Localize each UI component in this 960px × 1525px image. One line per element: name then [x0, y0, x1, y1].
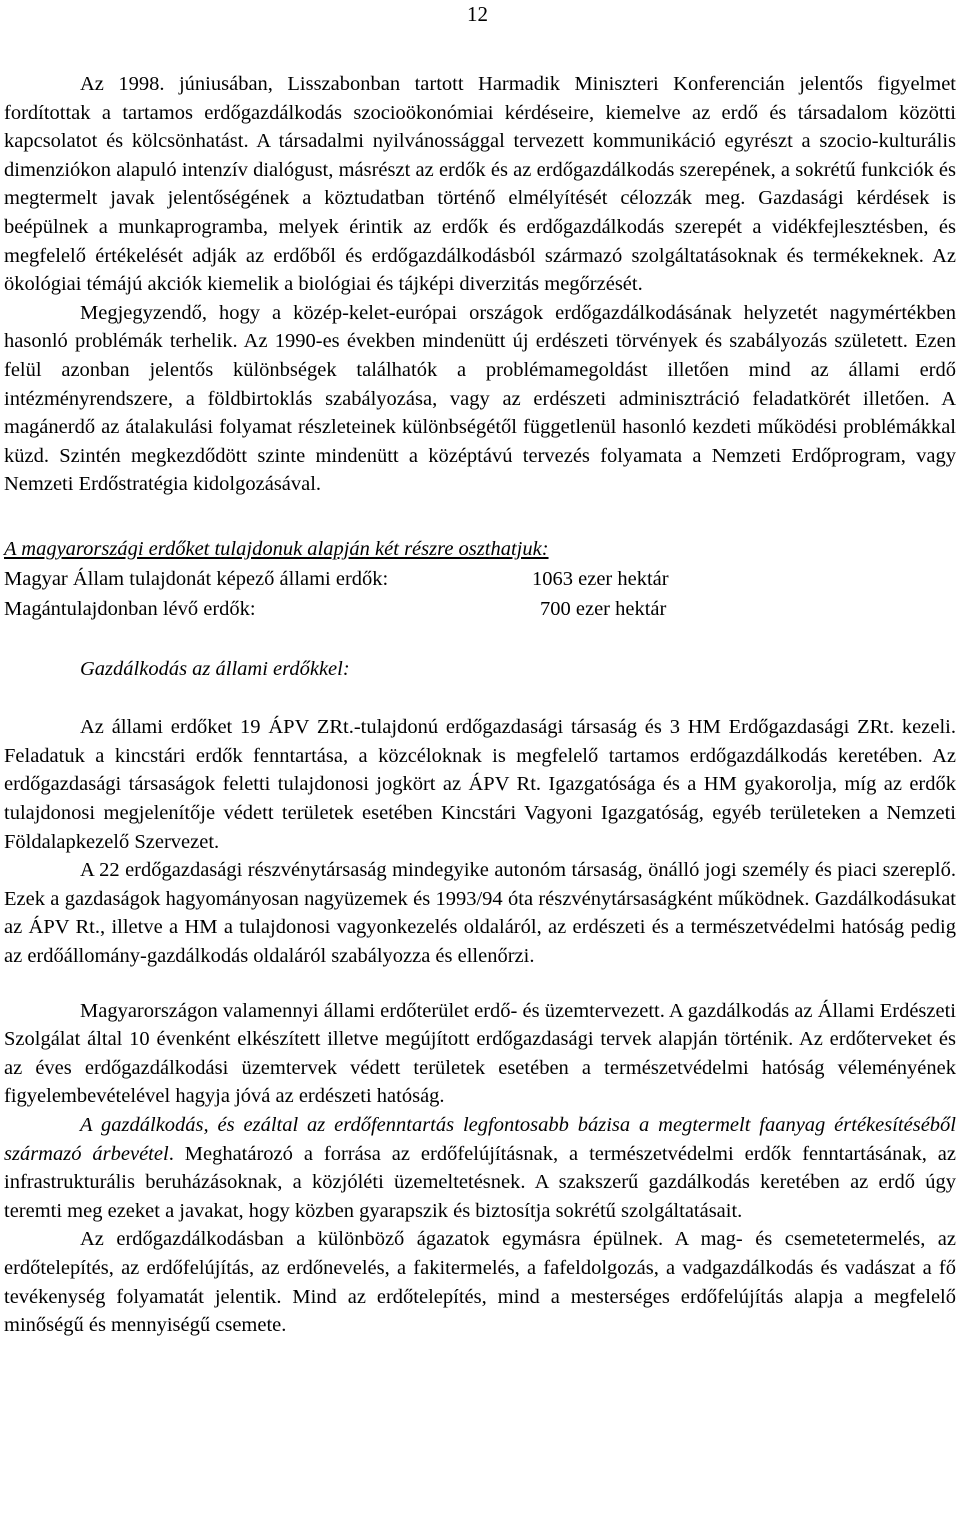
state-forest-heading: Gazdálkodás az állami erdőkkel:: [80, 657, 350, 680]
ownership-row: [4, 564, 956, 595]
paragraph-state-forest-companies: Az állami erdőket 19 ÁPV ZRt.-tulajdonú erdőgazdasági társaság és 3 HM Erdőgazdasági ZRt. kezeli. Feladatuk a kincstári erdők fenntartása, a közcéloknak is megfelelő tartamos erdőgazdálkodás keretében. Az erdőgazdasági társaságok feletti tulajdonosi jogkört az ÁPV Rt. Igazgatósága és a HM gyakorolja, míg az erdők tulajdonosi megjelenítője védett területek esetében Kincstári Vagyoni Igazgatóság, egyéb területeken a Nemzeti Földalapkezelő Szervezet.: [4, 716, 956, 853]
paragraph-timber-revenue: [4, 1111, 956, 1225]
ownership-value: 700 ezer hektár: [540, 598, 667, 621]
ownership-label: Magyar Állam tulajdonát képező állami erdők:: [4, 567, 389, 590]
ownership-label: Magántulajdonban lévő erdők:: [4, 598, 256, 621]
paragraph-lisbon-conference: Az 1998. júniusában, Lisszabonban tartott Harmadik Miniszteri Konferencián jelentős figyelmet fordítottak a tartamos erdőgazdálkodás szocioökonómiai kérdéseire, kiemelve az erdő és társadalom közötti kapcsolatot és kölcsönhatást. A társadalmi nyilvánossággal tervezett kommunikáció egyrészt a szocio-kulturális dimenziókon alapuló intenzív dialógust, másrészt az erdők és az erdőgazdálkodás szerepének, a sokrétű funkciók és megtermelt javak jelentőségének a köztudatban történő elmélyítését célozzák meg. Gazdasági kérdések is beépülnek a munkaprogramba, melyek érintik az erdők és erdőgazdálkodás szerepét a vidékfejlesztésben, és megfelelő értékelését adják az erdőből és erdőgazdálkodásból származó szolgáltatásoknak és termékeknek. Az ökológiai témájú akciók kiemelik a biológiai és tájképi diverzitás megőrzését.: [4, 73, 956, 296]
emphasis-text: A gazdálkodás, és ezáltal az erdőfenntartás legfontosabb bázisa a megtermelt faanyag értékesítéséből származó árbevétel: [4, 1114, 956, 1165]
document-body: [4, 70, 956, 1340]
ownership-value: 1063 ezer hektár: [532, 567, 669, 590]
paragraph-text: . Meghatározó a forrása az erdőfelújításnak, a természetvédelmi erdők fenntartásának, az infrastrukturális beruházásoknak, a közjóléti üzemeltetésnek. A szakszerű gazdálkodás keretében az erdő úgy teremti meg ezeket a javakat, hogy közben gyarapszik és biztosítja sokrétű szolgáltatásait.: [4, 1142, 957, 1222]
paragraph-22-companies: A 22 erdőgazdasági részvénytársaság mindegyike autonóm társaság, önálló jogi személy és piaci szereplő. Ezek a gazdaságok hagyományosan nagyüzemek és 1993/94 óta részvénytársaságként működnek. Gazdálkodásukat az ÁPV Rt., illetve a HM a tulajdonosi vagyonkezelés oldaláról, az erdészeti és a természetvédelmi hatóság pedig az erdőállomány-gazdálkodás oldaláról szabályozza és ellenőrzi.: [4, 859, 956, 968]
ownership-heading: A magyarországi erdőket tulajdonuk alapján két részre oszthatjuk:: [4, 537, 549, 560]
paragraph-forestry-sectors: Az erdőgazdálkodásban a különböző ágazatok egymásra épülnek. A mag- és csemetetermelés, az erdőtelepítés, az erdőfelújítás, az erdőnevelés, a fakitermelés, a fafeldolgozás, a vadgazdálkodás és vadászat a fő tevékenység folyamatát jelentik. Mind az erdőtelepítés, mind a mesterséges erdőfelújítás alapja a megfelelő minőségű és mennyiségű csemete.: [4, 1228, 956, 1337]
page-number: 12: [467, 2, 488, 26]
paragraph-central-eastern-europe: Megjegyzendő, hogy a közép-kelet-európai országok erdőgazdálkodásának helyzetét nagymértékben hasonló problémák terhelik. Az 1990-es években mindenütt új erdészeti törvények és szabályozás született. Ezen felül azonban jelentős különbségek találhatók a problémamegoldást illetően mind az állami erdő intézményrendszere, a földbirtoklás szabályozása, vagy az erdészeti adminisztráció feladatkörét illetően. A magánerdő az átalakulási folyamat részleteinek különbségétől függetlenül hasonló kezdeti működési problémákkal küzd. Szintén megkezdődött szinte mindenütt a középtávú tervezés folyamata a Nemzeti Erdőprogram, vagy Nemzeti Erdőstratégia kidolgozásával.: [4, 301, 956, 496]
ownership-row: [4, 594, 956, 625]
paragraph-forest-planning: Magyarországon valamennyi állami erdőterület erdő- és üzemtervezett. A gazdálkodás az Állami Erdészeti Szolgálat által 10 évenként elkészített illetve megújított erdőgazdasági tervek alapján történik. Az erdőterveket és az éves erdőgazdálkodási üzemtervek védett területek esetében a természetvédelmi hatóság véleményének figyelembevételével hagyja jóvá az erdészeti hatóság.: [4, 999, 956, 1108]
